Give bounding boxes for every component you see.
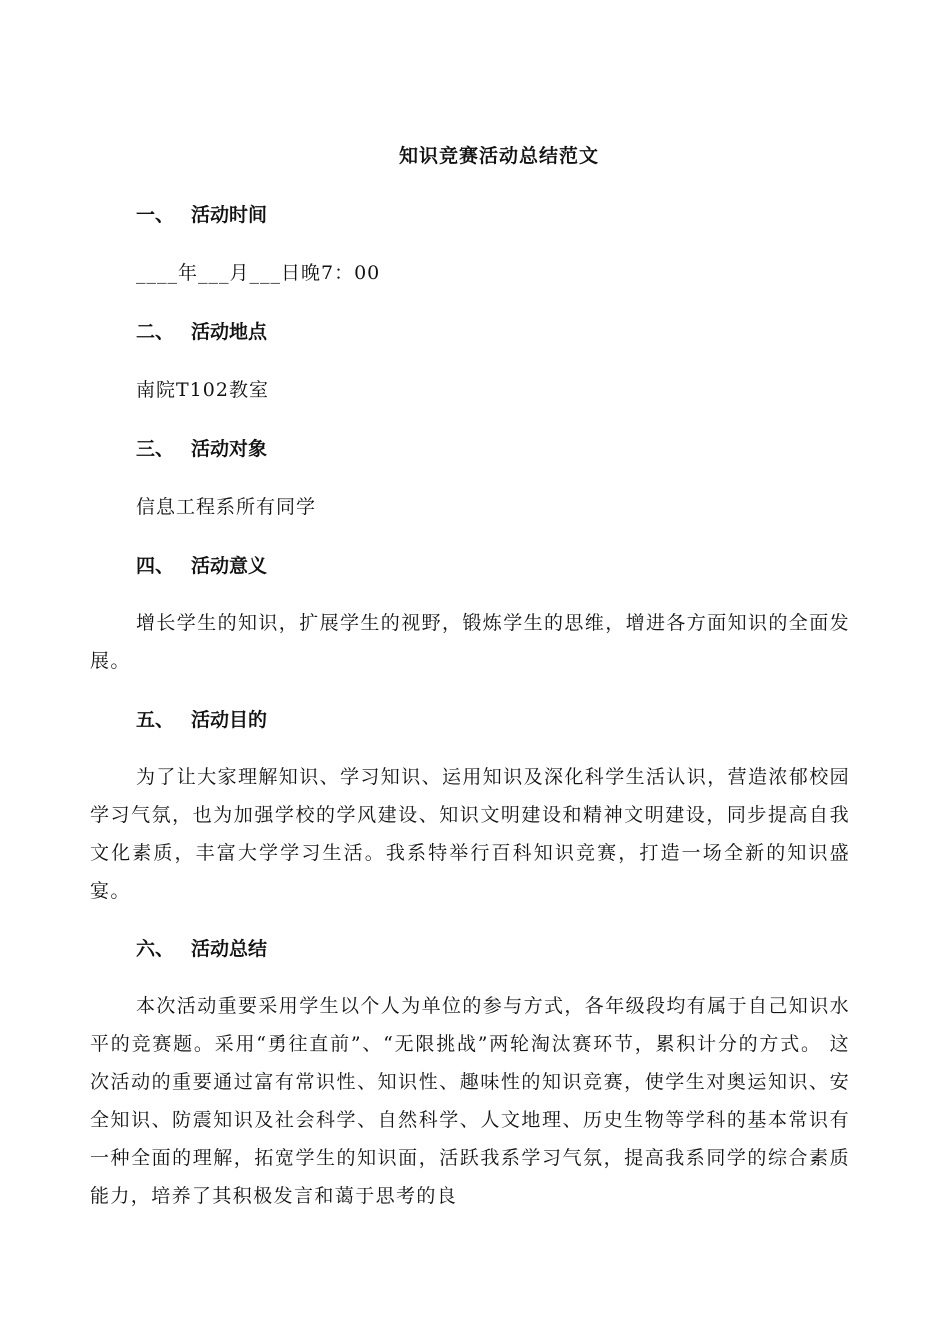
section-heading-significance [136,551,267,581]
section-number: 三、 [136,438,175,460]
section-content-significance: 增长学生的知识，扩展学生的视野，锻炼学生的思维，增进各方面知识的全面发展。 [90,612,851,672]
section-number: 四、 [136,555,175,577]
section-content-summary: 本次活动重要采用学生以个人为单位的参与方式，各年级段均有属于自己知识水平的竞赛题。采用“勇往直前”、“无限挑战”两轮淘汰赛环节，累积计分的方式。 这次活动的重要通过富有常识性、知识性、趣味性的知识竞赛，使学生对奥运知识、安全知识、防震知识及社会科学、自然科学、人文地理、历史生物等学科的基本常识有一种全面的理解，拓宽学生的知识面，活跃我系学习气氛，提高我系同学的综合素质能力，培养了其积极发言和蔼于思考的良 [90,995,851,1207]
section-number: 一、 [136,204,175,226]
section-number: 五、 [136,709,175,731]
section-title: 活动总结 [191,938,268,960]
section-number: 六、 [136,938,175,960]
section-title: 活动意义 [191,555,268,577]
section-content-time: ____年___月___日晚7：00 [136,262,381,284]
section-title: 活动地点 [191,321,268,343]
section-heading-purpose [136,705,267,735]
section-title: 活动目的 [191,709,268,731]
section-heading-summary [136,934,267,964]
section-title: 活动对象 [191,438,268,460]
section-content-location: 南院T102教室 [136,379,269,401]
section-content-purpose: 为了让大家理解知识、学习知识、运用知识及深化科学生活认识，营造浓郁校园学习气氛，也为加强学校的学风建设、知识文明建设和精神文明建设，同步提高自我文化素质，丰富大学学习生活。我系特举行百科知识竞赛，打造一场全新的知识盛宴。 [90,766,851,902]
section-title: 活动时间 [191,204,268,226]
section-heading-time [136,200,267,230]
section-heading-location [136,317,267,347]
section-number: 二、 [136,321,175,343]
section-heading-audience [136,434,267,464]
document-title: 知识竞赛活动总结范文 [398,145,599,167]
section-content-audience: 信息工程系所有同学 [136,496,317,518]
